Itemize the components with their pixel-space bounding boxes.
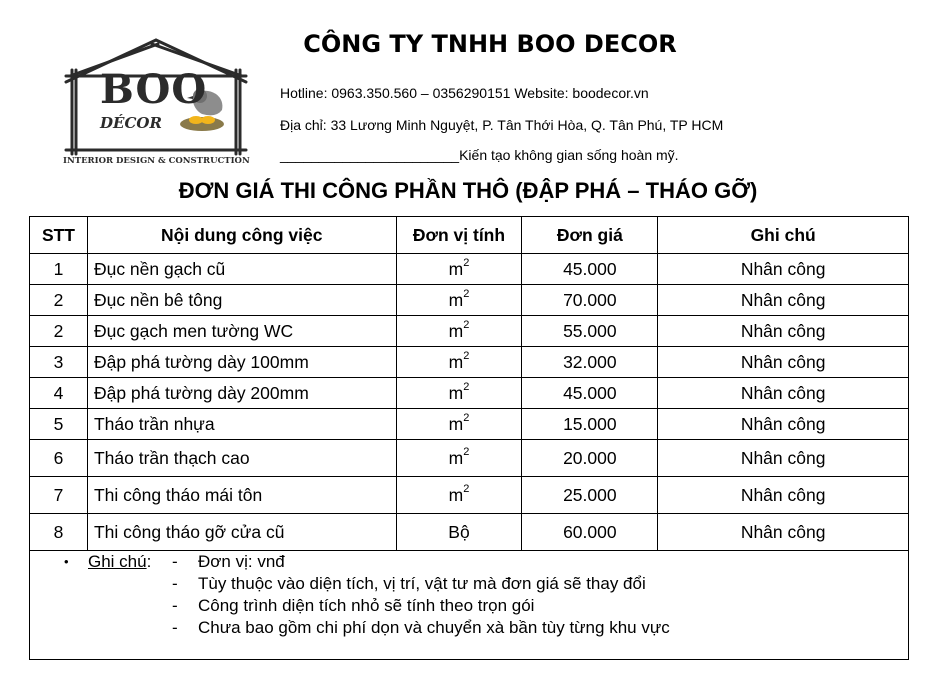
cell-price: 20.000: [522, 440, 658, 477]
cell-unit: [396, 347, 522, 378]
cell-note: Nhân công: [658, 440, 909, 477]
table-row: [30, 477, 909, 514]
cell-content: Tháo trần thạch cao: [87, 440, 396, 477]
unit-text: m: [448, 351, 464, 372]
cell-stt: 7: [30, 477, 88, 514]
document-title: ĐƠN GIÁ THI CÔNG PHẦN THÔ (ĐẬP PHÁ – THÁO GỠ): [178, 178, 758, 203]
unit-superscript: 2: [463, 445, 470, 458]
table-row: [30, 378, 909, 409]
cell-unit: [396, 254, 522, 285]
cell-content: Đập phá tường dày 100mm: [87, 347, 396, 378]
logo-main-text: BOO: [100, 66, 208, 113]
dash-icon: -: [172, 618, 178, 637]
cell-content: Đục nền bê tông: [87, 285, 396, 316]
cell-price: 32.000: [522, 347, 658, 378]
header-unit: Đơn vị tính: [396, 217, 522, 254]
logo-sub-text: DÉCOR: [100, 114, 162, 132]
cell-content: Tháo trần nhựa: [87, 409, 396, 440]
notes-label-suffix: :: [146, 552, 152, 571]
cell-price: 60.000: [522, 514, 658, 551]
table-row: [30, 316, 909, 347]
table-row: [30, 285, 909, 316]
cell-price: 15.000: [522, 409, 658, 440]
note-text: Chưa bao gồm chi phí dọn và chuyển xà bần tùy từng khu vực: [198, 618, 670, 637]
notes-label: [88, 552, 151, 572]
header-content: Nội dung công việc: [87, 217, 396, 254]
note-text: Tùy thuộc vào diện tích, vị trí, vật tư mà đơn giá sẽ thay đổi: [198, 574, 646, 593]
notes-section: [29, 548, 909, 660]
unit-text: m: [448, 320, 464, 341]
unit-text: m: [448, 382, 464, 403]
cell-note: Nhân công: [658, 514, 909, 551]
slogan-line: _______________________Kiến tạo không gian sống hoàn mỹ.: [280, 147, 679, 163]
cell-note: Nhân công: [658, 477, 909, 514]
dash-icon: -: [172, 552, 178, 571]
note-text: Công trình diện tích nhỏ sẽ tính theo trọn gói: [198, 596, 535, 615]
table-row: [30, 409, 909, 440]
cell-note: Nhân công: [658, 285, 909, 316]
cell-stt: 2: [30, 316, 88, 347]
note-line: [172, 596, 534, 616]
cell-content: Thi công tháo gỡ cửa cũ: [87, 514, 396, 551]
cell-stt: 6: [30, 440, 88, 477]
company-name: CÔNG TY TNHH BOO DECOR: [303, 30, 677, 58]
cell-stt: 1: [30, 254, 88, 285]
cell-unit: [396, 285, 522, 316]
table-row: [30, 440, 909, 477]
unit-text: m: [448, 447, 464, 468]
price-table: [29, 216, 909, 551]
cell-note: Nhân công: [658, 347, 909, 378]
cell-unit: [396, 440, 522, 477]
cell-price: 45.000: [522, 378, 658, 409]
cell-price: 55.000: [522, 316, 658, 347]
address-line: Địa chỉ: 33 Lương Minh Nguyệt, P. Tân Thới Hòa, Q. Tân Phú, TP HCM: [280, 117, 724, 133]
unit-superscript: 2: [463, 349, 470, 362]
cell-price: 45.000: [522, 254, 658, 285]
bullet-icon: •: [64, 554, 69, 569]
cell-note: Nhân công: [658, 378, 909, 409]
dash-icon: -: [172, 574, 178, 593]
header-stt: STT: [30, 217, 88, 254]
cell-unit: [396, 316, 522, 347]
cell-note: Nhân công: [658, 409, 909, 440]
note-line: [172, 552, 285, 572]
note-line: [172, 574, 646, 594]
table-row: [30, 254, 909, 285]
cell-unit: [396, 378, 522, 409]
table-header-row: [30, 217, 909, 254]
contact-line: Hotline: 0963.350.560 – 0356290151 Website: boodecor.vn: [280, 85, 649, 101]
unit-superscript: 2: [463, 380, 470, 393]
cell-content: Thi công tháo mái tôn: [87, 477, 396, 514]
header-note: Ghi chú: [658, 217, 909, 254]
unit-superscript: 2: [463, 256, 470, 269]
note-text: Đơn vị: vnđ: [198, 552, 285, 571]
cell-note: Nhân công: [658, 254, 909, 285]
cell-stt: 2: [30, 285, 88, 316]
cell-content: Đục gạch men tường WC: [87, 316, 396, 347]
unit-text: m: [448, 413, 464, 434]
table-row: [30, 514, 909, 551]
cell-content: Đục nền gạch cũ: [87, 254, 396, 285]
cell-unit: [396, 477, 522, 514]
table-row: [30, 347, 909, 378]
unit-superscript: 2: [463, 482, 470, 495]
unit-superscript: 2: [463, 411, 470, 424]
notes-label-text: Ghi chú: [88, 552, 147, 571]
header-price: Đơn giá: [522, 217, 658, 254]
unit-text: m: [448, 289, 464, 310]
cell-stt: 8: [30, 514, 88, 551]
cell-price: 25.000: [522, 477, 658, 514]
unit-superscript: 2: [463, 318, 470, 331]
unit-text: m: [448, 484, 464, 505]
unit-superscript: 2: [463, 287, 470, 300]
cell-note: Nhân công: [658, 316, 909, 347]
unit-text: m: [448, 258, 464, 279]
note-line: [172, 618, 670, 638]
cell-price: 70.000: [522, 285, 658, 316]
dash-icon: -: [172, 596, 178, 615]
logo-tagline: INTERIOR DESIGN & CONSTRUCTION: [63, 156, 250, 166]
unit-text: Bộ: [448, 521, 470, 542]
cell-stt: 4: [30, 378, 88, 409]
cell-unit: [396, 409, 522, 440]
cell-unit: [396, 514, 522, 551]
cell-stt: 3: [30, 347, 88, 378]
cell-stt: 5: [30, 409, 88, 440]
cell-content: Đập phá tường dày 200mm: [87, 378, 396, 409]
